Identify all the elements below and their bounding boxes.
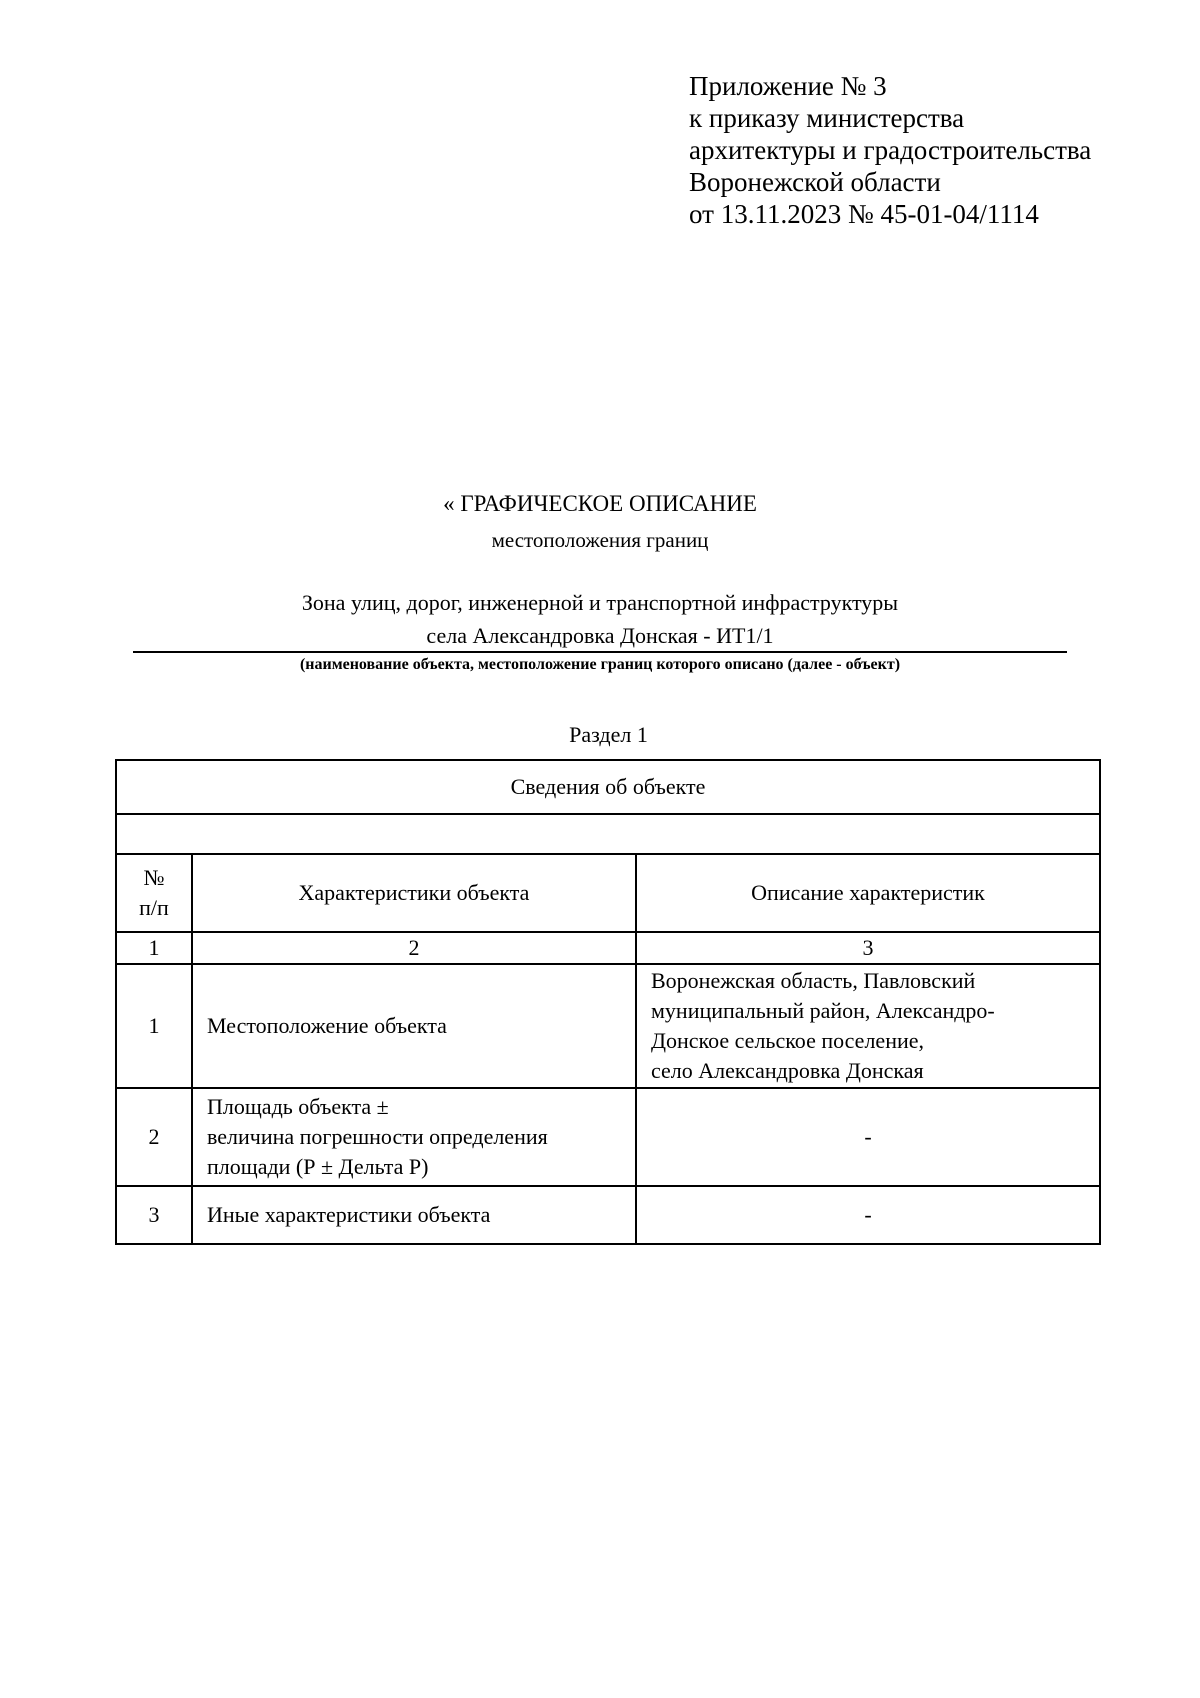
- table-header-row: [116, 854, 1100, 932]
- row-characteristic: [192, 964, 636, 1088]
- column-number: 3: [636, 932, 1100, 964]
- row-characteristic: [192, 1186, 636, 1244]
- column-number: 2: [192, 932, 636, 964]
- row-characteristic-line: величина погрешности определения: [207, 1124, 548, 1149]
- appendix-block: [689, 70, 1091, 230]
- row-num: 1: [116, 964, 192, 1088]
- row-characteristic-line: Иные характеристики объекта: [207, 1202, 491, 1227]
- appendix-line: Воронежской области: [689, 167, 941, 197]
- object-info-table: [115, 759, 1101, 1245]
- object-name-underline: [133, 651, 1067, 653]
- row-description: [636, 1186, 1100, 1244]
- header-description: Описание характеристик: [636, 854, 1100, 932]
- column-number: 1: [116, 932, 192, 964]
- object-name-line: села Александровка Донская - ИТ1/1: [426, 623, 774, 648]
- table-title-row: [116, 760, 1100, 814]
- table-row: [116, 1186, 1100, 1244]
- appendix-line: к приказу министерства: [689, 103, 965, 133]
- table-row: [116, 1088, 1100, 1186]
- row-characteristic-line: площади (Р ± Дельта Р): [207, 1154, 429, 1179]
- row-description-line: Воронежская область, Павловский: [651, 968, 976, 993]
- table-empty-cell: [116, 814, 1100, 854]
- appendix-line: архитектуры и градостроительства: [689, 135, 1092, 165]
- table-title: Сведения об объекте: [116, 760, 1100, 814]
- object-name-caption: (наименование объекта, местоположение границ которого описано (далее - объект): [299, 656, 901, 673]
- header-num-line: №: [143, 865, 165, 890]
- row-num: 2: [116, 1088, 192, 1186]
- header-characteristics: Характеристики объекта: [192, 854, 636, 932]
- header-num-line: п/п: [139, 895, 169, 920]
- row-description: [636, 1088, 1100, 1186]
- table-row: [116, 964, 1100, 1088]
- header-num: [116, 854, 192, 932]
- row-description: [636, 964, 1100, 1088]
- row-characteristic: [192, 1088, 636, 1186]
- row-characteristic-line: Площадь объекта ±: [207, 1094, 389, 1119]
- appendix-line: Приложение № 3: [689, 71, 887, 101]
- object-name-line: Зона улиц, дорог, инженерной и транспортной инфраструктуры: [301, 590, 899, 615]
- document-title: « ГРАФИЧЕСКОЕ ОПИСАНИЕ: [443, 491, 757, 516]
- row-description-line: Донское сельское поселение,: [651, 1028, 925, 1053]
- row-description-line: -: [864, 1124, 872, 1149]
- table-column-number-row: [116, 932, 1100, 964]
- section-label: Раздел 1: [569, 722, 648, 747]
- table-empty-row: [116, 814, 1100, 854]
- row-characteristic-line: Местоположение объекта: [207, 1013, 447, 1038]
- row-description-line: -: [864, 1202, 872, 1227]
- document-subtitle: местоположения границ: [491, 528, 709, 552]
- row-num: 3: [116, 1186, 192, 1244]
- row-description-line: муниципальный район, Александро-: [651, 998, 995, 1023]
- row-description-line: село Александровка Донская: [651, 1058, 924, 1083]
- appendix-line: от 13.11.2023 № 45-01-04/1114: [689, 199, 1039, 229]
